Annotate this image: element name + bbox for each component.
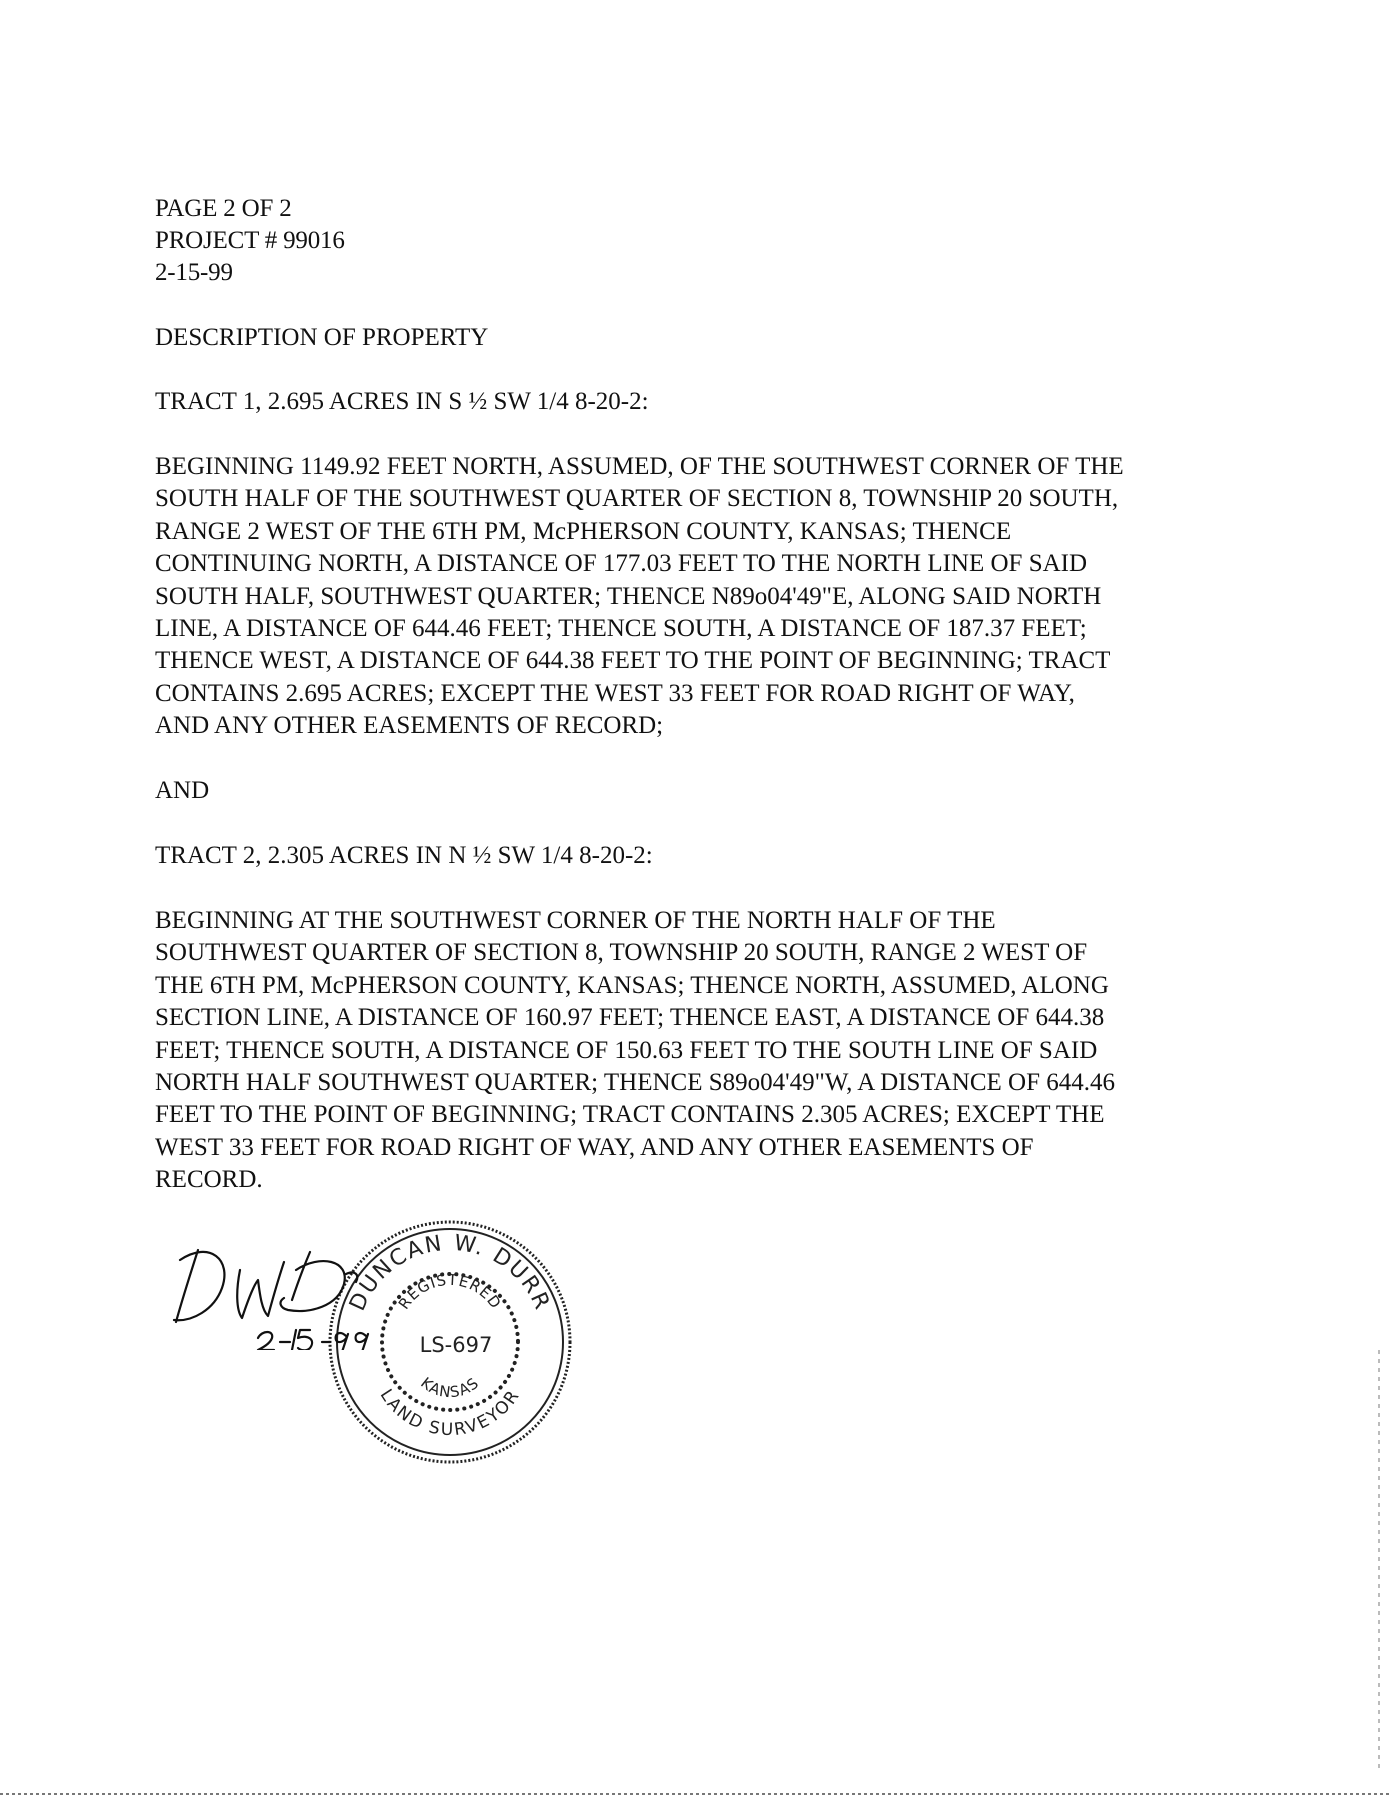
seal-title-text: LAND SURVEYOR [375, 1385, 525, 1441]
page-number: PAGE 2 OF 2 [155, 195, 292, 222]
tract2-line: NORTH HALF SOUTHWEST QUARTER; THENCE S89o04'49"W, A DISTANCE OF 644.46 [155, 1069, 1115, 1097]
tract1-heading: TRACT 1, 2.695 ACRES IN S ½ SW 1/4 8-20-2: [155, 388, 649, 415]
tract1-line: BEGINNING 1149.92 FEET NORTH, ASSUMED, OF THE SOUTHWEST CORNER OF THE [155, 453, 1124, 480]
document-header [155, 193, 1225, 289]
project-number: PROJECT # 99016 [155, 227, 345, 254]
seal-registered-text: REGISTERED [394, 1270, 506, 1313]
tract2-description [155, 905, 1225, 1197]
seal-state-text: KANSAS [417, 1373, 483, 1402]
tract2-line: RECORD. [155, 1166, 263, 1194]
scan-right-edge [1378, 1350, 1380, 1770]
tract2-line: FEET; THENCE SOUTH, A DISTANCE OF 150.63 FEET TO THE SOUTH LINE OF SAID [155, 1036, 1098, 1064]
handwritten-signature [170, 1230, 400, 1350]
tract2-heading: TRACT 2, 2.305 ACRES IN N ½ SW 1/4 8-20-2: [155, 842, 653, 869]
seal-name-text: DUNCAN W. DURR [345, 1230, 555, 1315]
seal-license-number: LS-697 [419, 1333, 493, 1357]
tract2-line: WEST 33 FEET FOR ROAD RIGHT OF WAY, AND ANY OTHER EASEMENTS OF [155, 1133, 1034, 1161]
tract2-line: SOUTHWEST QUARTER OF SECTION 8, TOWNSHIP 20 SOUTH, RANGE 2 WEST OF [155, 939, 1088, 967]
tract2-line: BEGINNING AT THE SOUTHWEST CORNER OF THE NORTH HALF OF THE [155, 907, 996, 934]
tract1-line: THENCE WEST, A DISTANCE OF 644.38 FEET TO THE POINT OF BEGINNING; TRACT [155, 647, 1111, 675]
tract1-line: RANGE 2 WEST OF THE 6TH PM, McPHERSON COUNTY, KANSAS; THENCE [155, 517, 1012, 545]
tract2-line: THE 6TH PM, McPHERSON COUNTY, KANSAS; THENCE NORTH, ASSUMED, ALONG [155, 971, 1109, 999]
tract2-line: SECTION LINE, A DISTANCE OF 160.97 FEET; THENCE EAST, A DISTANCE OF 644.38 [155, 1004, 1105, 1032]
tract1-description [155, 451, 1225, 743]
tract1-line: AND ANY OTHER EASEMENTS OF RECORD; [155, 712, 664, 740]
description-heading: DESCRIPTION OF PROPERTY [155, 324, 489, 351]
tract1-line: SOUTH HALF OF THE SOUTHWEST QUARTER OF SECTION 8, TOWNSHIP 20 SOUTH, [155, 485, 1119, 513]
document-date: 2-15-99 [155, 259, 233, 286]
tract1-line: CONTINUING NORTH, A DISTANCE OF 177.03 FEET TO THE NORTH LINE OF SAID [155, 550, 1088, 578]
conjunction-and: AND [155, 777, 210, 804]
tract1-line: CONTAINS 2.695 ACRES; EXCEPT THE WEST 33 FEET FOR ROAD RIGHT OF WAY, [155, 679, 1075, 707]
tract1-line: LINE, A DISTANCE OF 644.46 FEET; THENCE SOUTH, A DISTANCE OF 187.37 FEET; [155, 615, 1087, 643]
tract1-line: SOUTH HALF, SOUTHWEST QUARTER; THENCE N89o04'49"E, ALONG SAID NORTH [155, 582, 1102, 610]
scan-bottom-edge [0, 1793, 1392, 1795]
tract2-line: FEET TO THE POINT OF BEGINNING; TRACT CONTAINS 2.305 ACRES; EXCEPT THE [155, 1101, 1105, 1129]
